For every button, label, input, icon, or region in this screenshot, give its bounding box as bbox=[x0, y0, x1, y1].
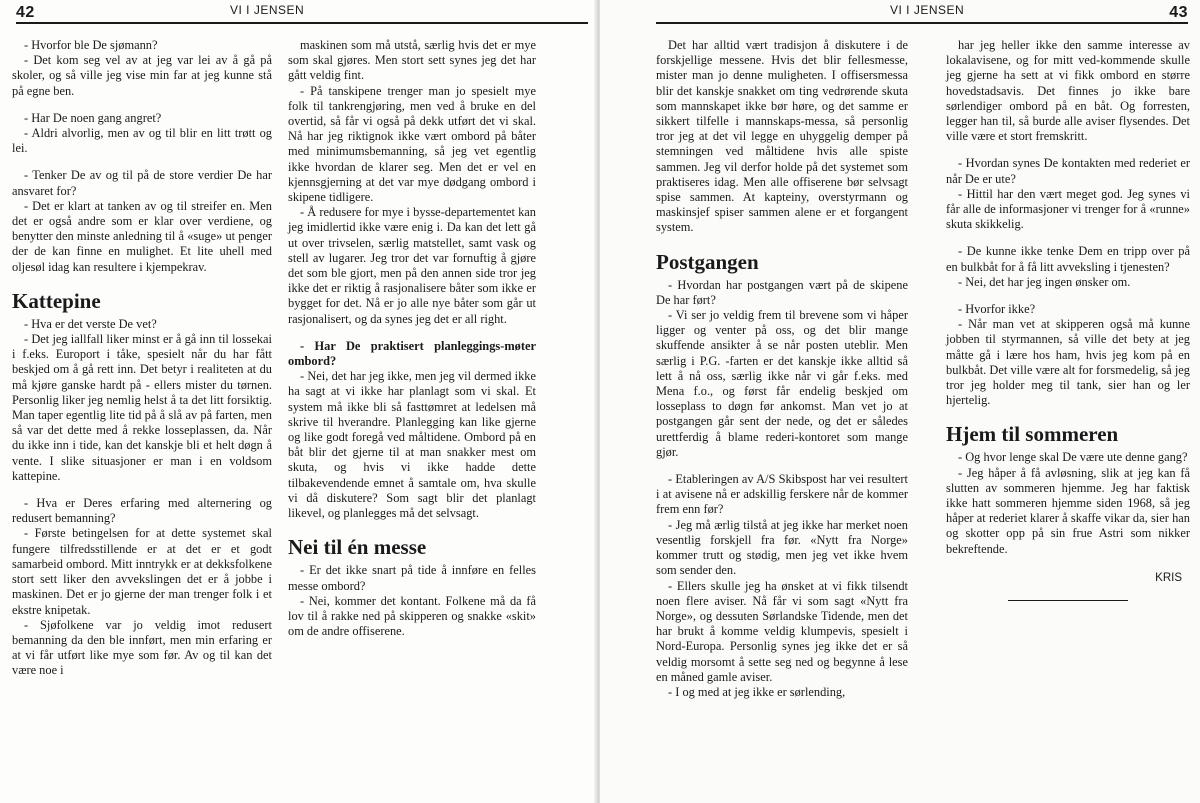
left-column-2 bbox=[288, 38, 536, 639]
paragraph: - Hvorfor ble De sjømann? bbox=[24, 38, 158, 52]
paragraph: maskinen som må utstå, særlig hvis det er mye som skal gjøres. Men stort sett synes jeg det har gått veldig fint. bbox=[288, 38, 536, 83]
paragraph: - Har De praktisert planleggings-møter ombord? bbox=[288, 338, 536, 369]
left-column-1 bbox=[12, 38, 272, 679]
paragraph: - Nei, det har jeg ikke, men jeg vil dermed ikke ha sagt at vi ikke har planlagt som vi skal. Et system må ikke bli så fasttømret at ledelsen må skrive til hverandre. Planlegging kan like gjerne og like godt foregå ved måltidene. Ombord på en båt blir det gjerne til at man snakker mest om skuta, og hvis vi ikke hadde dette tilbakevendende emnet å samtale om, hva skulle vi då diskutere? Som sagt blir det planlagt likevel, og planlegges må det selvsagt. bbox=[288, 369, 536, 521]
paragraph: - Vi ser jo veldig frem til brevene som vi håper ligger og venter på oss, og det blir mange skuffende ansikter å se når posten uteblir. Men særlig i P.G. -farten er det kanskje ikke alltid så lett å nå oss, særlig ikke når vi går f.eks. med Mena f.o., og først får endelig beskjed om losseplass to døgn før ankomst. Man vet jo at postgangen går sent der nede, og det er således urettferdig å blame rederi-kontoret som mange gjør. bbox=[656, 308, 908, 459]
left-page bbox=[0, 0, 596, 803]
running-head: VI I JENSEN bbox=[230, 3, 305, 17]
paragraph: - Sjøfolkene var jo veldig imot redusert bemanning da den ble innført, men min erfaring er at vi får utført like mye som før. Av og til kan det være noe i bbox=[12, 617, 272, 678]
paragraph: - Jeg må ærlig tilstå at jeg ikke har merket noen vesentlig forskjell fra før. «Nytt fra Norge» kommer trutt og stødig, men jeg vet ikke hvem som sender den. bbox=[656, 517, 908, 578]
right-column-1 bbox=[656, 38, 908, 700]
paragraph: - Har De noen gang angret? bbox=[24, 110, 162, 125]
right-page bbox=[600, 0, 1200, 803]
section-heading: Hjem til sommeren bbox=[946, 422, 1119, 447]
paragraph: - Er det ikke snart på tide å innføre en felles messe ombord? bbox=[288, 563, 536, 593]
paragraph: - Etableringen av A/S Skibspost har vei resultert i at avisene nå er adskillig ferskere når de kommer frem enn før? bbox=[656, 472, 908, 517]
paragraph: - Å redusere for mye i bysse-departementet kan jeg imidlertid ikke være enig i. Da kan det lett gå ut over trivselen, særlig matstellet, samt vask og stell av lugarer. Jeg tror det var fornuftig å gjøre det som ble gjort, men på den annen side tror jeg ikke det er riktig å rasjonalisere båter som ikke er bygget for det. Nå er jo alle nye båter som går ut rasjonalisert, og da synes jeg det er all right. bbox=[288, 205, 536, 326]
paragraph: - Det er klart at tanken av og til streifer en. Men det er også andre som er klar over verdiene, og benytter den minste anledning til å «suge» ut penger der de kan finne en mulighet. Et lite uhell med oljesøl idag kan resultere i kjempekrav. bbox=[12, 198, 272, 274]
paragraph: - Hva er Deres erfaring med alternering og redusert bemanning? bbox=[12, 496, 272, 526]
running-head: VI I JENSEN bbox=[890, 3, 965, 17]
paragraph: - Hvorfor ikke? bbox=[958, 302, 1036, 317]
paragraph: - I og med at jeg ikke er sørlending, bbox=[668, 684, 846, 699]
paragraph: - Hvordan synes De kontakten med rederiet er når De er ute? bbox=[946, 156, 1190, 186]
right-page-header bbox=[600, 0, 1200, 26]
left-page-header bbox=[0, 0, 596, 26]
paragraph: - Og hvor lenge skal De være ute denne gang? bbox=[958, 450, 1188, 465]
paragraph: - Aldri alvorlig, men av og til blir en litt trøtt og lei. bbox=[12, 126, 272, 156]
paragraph: - De kunne ikke tenke Dem en tripp over på en bulkbåt for å få litt avveksling i tjenesten? bbox=[946, 244, 1190, 274]
paragraph: - Nei, det har jeg ingen ønsker om. bbox=[958, 274, 1131, 289]
paragraph: - Tenker De av og til på de store verdier De har ansvaret for? bbox=[12, 168, 272, 198]
paragraph: Det har alltid vært tradisjon å diskutere i de forskjellige messene. Hvis det blir fellesmesse, mister man jo denne muligheten. I offisersmessa blir det kanskje snakket om ting vedrørende skuta som mannskapet ikke bør høre, og det samme er sikkert tilfelle i mannskaps-messa, så personlig tror jeg at det vil legge en uhyggelig demper på stemningen ved måltidene hvis alle spiste sammen. Jeg vil derfor holde på det systemet som praktiseres idag. Men alle offiserene bør selvsagt spise sammen. At kapteiny, overstyrmann og maskinsjef spiser sammen alene er et forgangent system. bbox=[656, 38, 908, 235]
paragraph: - Første betingelsen for at dette systemet skal fungere tilfredsstillende er at det er et godt samarbeid ombord. Mitt inntrykk er at dekksfolkene stort sett liker den avvekslingen det er å jobbe i maskinen. Det er jo gjerne der man trenger folk i et ekstre knipetak. bbox=[12, 526, 272, 617]
paragraph: - På tanskipene trenger man jo spesielt mye folk til tankrengjøring, men ved å bruke en del overtid, så får vi også på dekk utført det vi skal. Nå har jeg riktignok ikke vært ombord på båter med minimumsbemanning, så jeg vet egentlig ikke hvordan de klarer seg. Men det er vel en kjennsgjerning at det var mye dødgang ombord i skipene tidligere. bbox=[288, 83, 536, 205]
page-number: 43 bbox=[1169, 4, 1188, 21]
paragraph: - Hva er det verste De vet? bbox=[24, 316, 157, 331]
header-rule bbox=[656, 22, 1188, 24]
header-rule bbox=[16, 22, 588, 24]
paragraph: - Nei, kommer det kontant. Folkene må da få lov til å rakke ned på skipperen og snakke «skit» om de andre offiserene. bbox=[288, 593, 536, 639]
paragraph: - Det kom seg vel av at jeg var lei av å gå på skoler, og så ville jeg vise min far at jeg kunne stå på egne ben. bbox=[12, 53, 272, 98]
end-rule bbox=[1008, 600, 1128, 601]
right-column-2 bbox=[946, 38, 1190, 601]
paragraph: - Når man vet at skipperen også må kunne jobben til styrmannen, så ville det bety at jeg måtte gå i lære hos ham, hvis jeg kom på en bulkbåt. Det ville være alt for forsmedelig, så jeg tror jeg holder meg til tank, sier han og ler hjertelig. bbox=[946, 317, 1190, 408]
paragraph: - Ellers skulle jeg ha ønsket at vi fikk tilsendt noen flere aviser. Nå får vi som sagt «Nytt fra Norge», og dessuten Sørlandske Tidende, men det har brukt å komme veldig klumpevis, spesielt i Nord-Europa. Personlig synes jeg ikke det er så veldig morsomt å sette seg ned og begynne å lese en måned gamle aviser. bbox=[656, 578, 908, 684]
page-number: 42 bbox=[16, 4, 35, 21]
paragraph: - Jeg håper å få avløsning, slik at jeg kan få slutten av sommeren hjemme. Jeg har faktisk ikke hatt sommeren hjemme siden 1968, så jeg håper at rederiet klarer å skaffe vikar da, sier han og skotter opp på sin frue Astri som nikker bekreftende. bbox=[946, 465, 1190, 556]
author-signature: KRIS bbox=[1155, 571, 1182, 584]
paragraph: - Hvordan har postgangen vært på de skipene De har ført? bbox=[656, 277, 908, 307]
section-heading: Nei til én messe bbox=[288, 535, 427, 560]
section-heading: Postgangen bbox=[656, 249, 759, 274]
section-heading: Kattepine bbox=[12, 288, 101, 313]
paragraph: - Hittil har den vært meget god. Jeg synes vi får alle de informasjoner vi trenger for å «runne» skuta skikkelig. bbox=[946, 186, 1190, 232]
paragraph: har jeg heller ikke den samme interesse av lokalavisene, og for mitt ved-kommende skulle jeg gjerne ha sett at vi fikk ombord en større hovedstadsavis. Det finnes jo ikke bare sørlendiger ombord på en båt. Og forresten, legger han til, så burde alle aviser flysendes. Det ville være et stort fremskritt. bbox=[946, 38, 1190, 144]
paragraph: - Det jeg iallfall liker minst er å gå inn til lossekai i f.eks. Europort i tåke, spesielt når du har fått beskjed om å gå rett inn. Det betyr i realiteten at du må kjøre ganske hardt på - ellers mister du tørnen. Personlig liker jeg nemlig helst å ta det litt forsiktig. Man taper egentlig lite tid på å slå av på farten, men så var det dette med å rekke losseplassen, da. Når du ikke inn i tide, kan det kanskje bli et helt døgn å vente. I slike situasjoner er man i en voldsom kattepine. bbox=[12, 332, 272, 483]
